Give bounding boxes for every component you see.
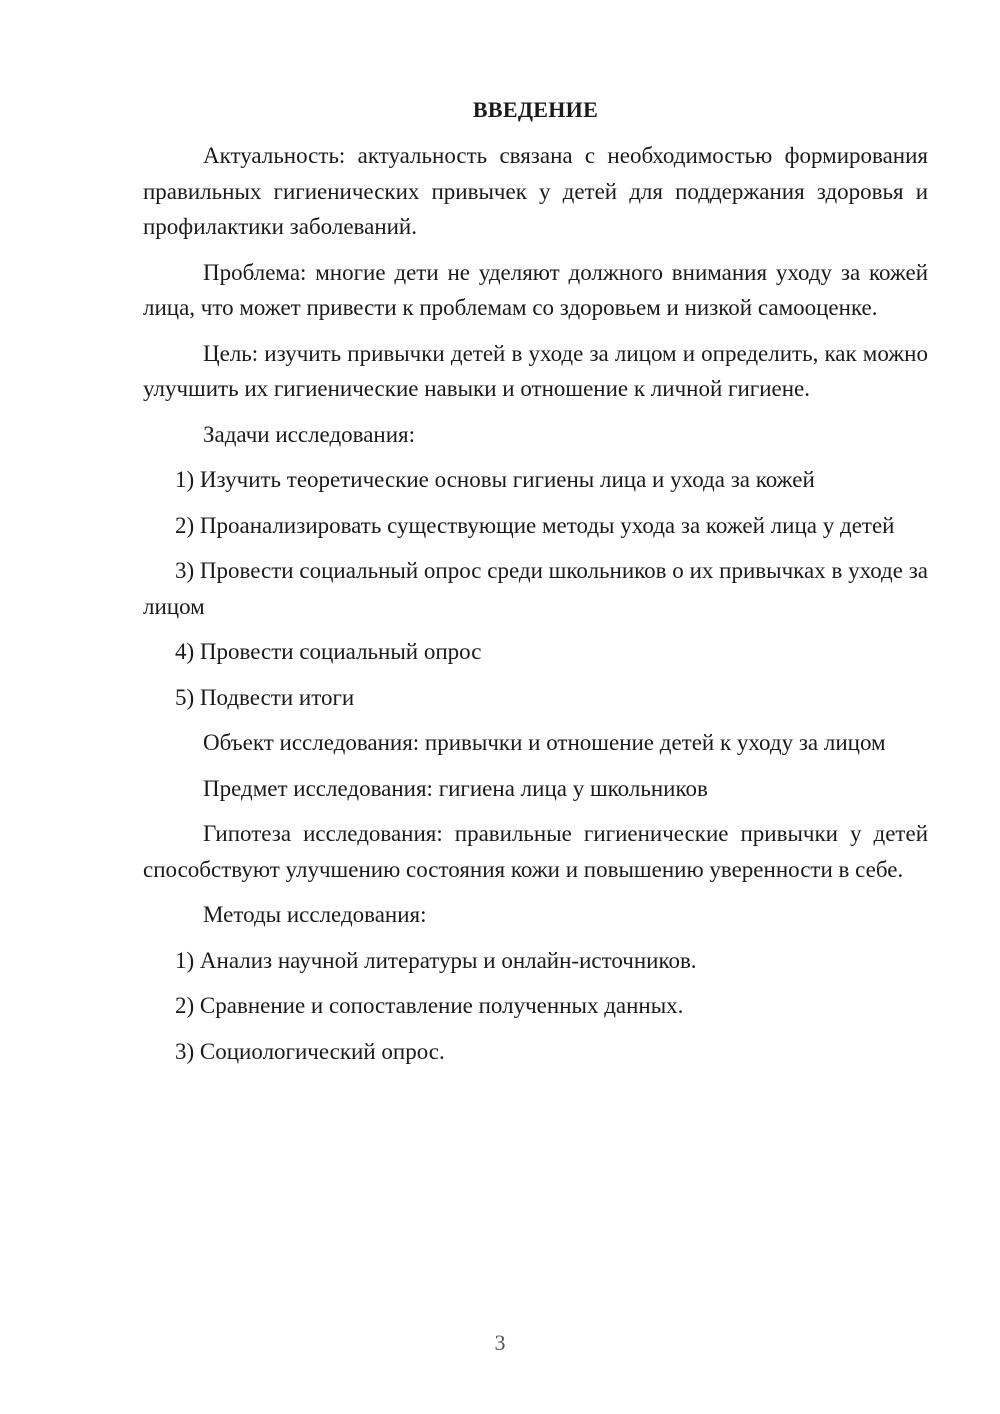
hypothesis-paragraph: Гипотеза исследования: правильные гигиенические привычки у детей способствуют улучшению состояния кожи и повышению уверенности в себе. xyxy=(143,821,928,882)
tasks-heading: Задачи исследования: xyxy=(203,421,416,447)
page-content xyxy=(143,92,928,1079)
page-number: 3 xyxy=(494,1330,506,1355)
task-item-3: 3) Провести социальный опрос среди школьников о их привычках в уходе за лицом xyxy=(143,558,928,619)
object-paragraph: Объект исследования: привычки и отношение детей к уходу за лицом xyxy=(203,730,886,755)
task-item-2: 2) Проанализировать существующие методы ухода за кожей лица у детей xyxy=(175,512,895,538)
problem-paragraph: Проблема: многие дети не уделяют должного внимания уходу за кожей лица, что может привести к проблемам со здоровьем и низкой самооценке. xyxy=(143,259,928,320)
method-item-2: 2) Сравнение и сопоставление полученных данных. xyxy=(175,993,684,1018)
relevance-paragraph: Актуальность: актуальность связана с необходимостью формирования правильных гигиенических привычек у детей для поддержания здоровья и профилактики заболеваний. xyxy=(143,143,928,239)
method-item-3: 3) Социологический опрос. xyxy=(175,1038,445,1064)
method-item-1: 1) Анализ научной литературы и онлайн-источников. xyxy=(175,947,697,973)
subject-paragraph: Предмет исследования: гигиена лица у школьников xyxy=(203,775,708,801)
goal-paragraph: Цель: изучить привычки детей в уходе за лицом и определить, как можно улучшить их гигиенические навыки и отношение к личной гигиене. xyxy=(143,340,928,401)
task-item-1: 1) Изучить теоретические основы гигиены лица и ухода за кожей xyxy=(175,467,815,492)
task-item-4: 4) Провести социальный опрос xyxy=(175,639,482,664)
task-item-5: 5) Подвести итоги xyxy=(175,684,355,710)
methods-heading: Методы исследования: xyxy=(203,902,427,927)
page-title: ВВЕДЕНИЕ xyxy=(472,97,599,122)
